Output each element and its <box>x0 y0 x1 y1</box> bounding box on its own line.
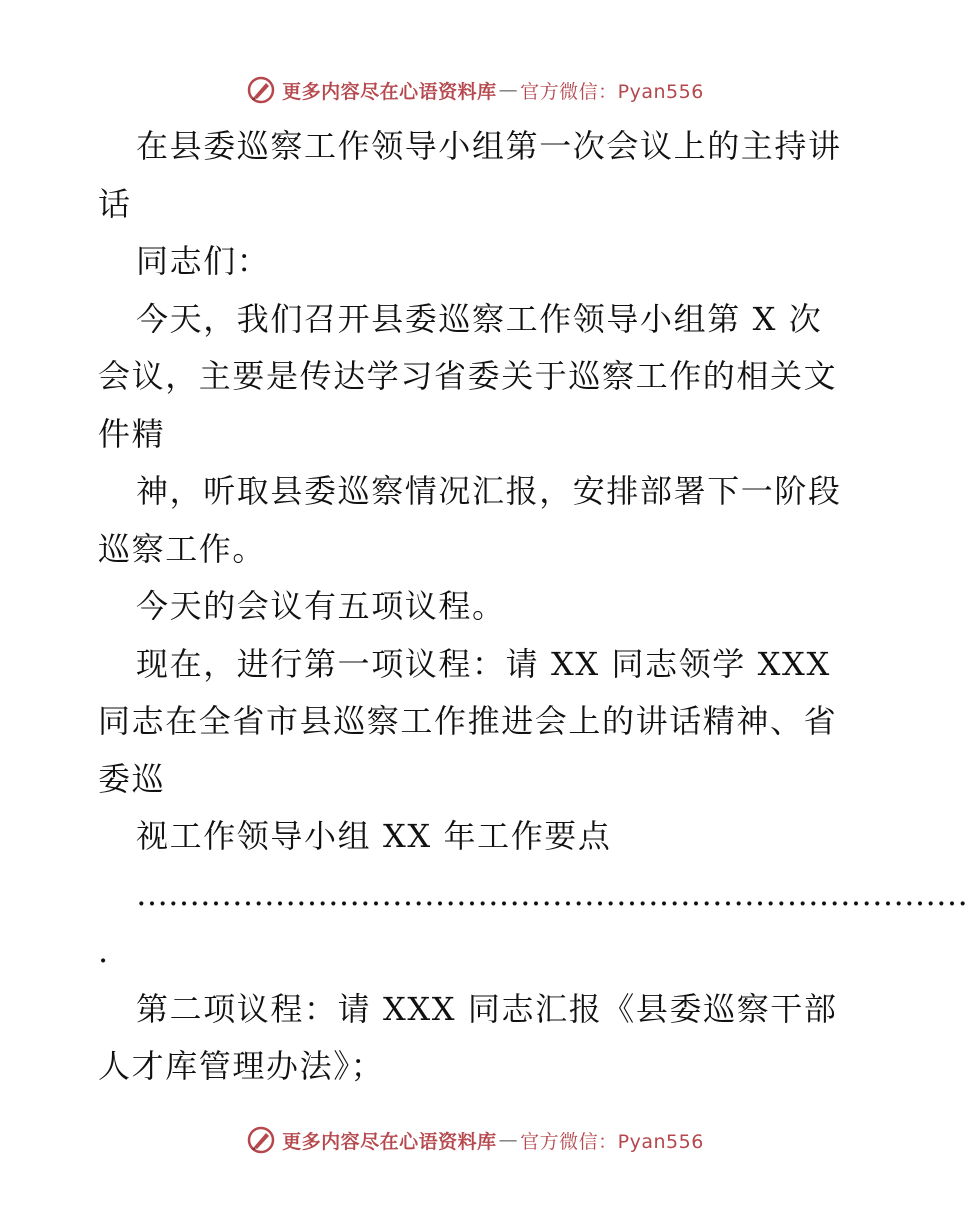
paragraph-line: 会议，主要是传达学习省委关于巡察工作的相关文 <box>98 357 838 395</box>
paragraph-line: 件精 <box>98 414 166 453</box>
period-line: . <box>98 932 110 970</box>
ellipsis-line: …………………………………………………………………… <box>136 874 968 913</box>
document-title-line: 在县委巡察工作领导小组第一次会议上的主持讲 <box>136 127 842 165</box>
watermark-dash: — <box>498 79 519 101</box>
watermark-main-text: 更多内容尽在心语资料库 <box>282 80 497 103</box>
document-body <box>98 118 968 1096</box>
watermark-wechat-text: 官方微信：Pyan556 <box>520 1130 704 1153</box>
paragraph-line: 同志在全省市县巡察工作推进会上的讲话精神、省 <box>98 702 838 740</box>
header-watermark <box>0 70 950 110</box>
watermark-main-text: 更多内容尽在心语资料库 <box>282 1130 497 1153</box>
paragraph-line: 今天，我们召开县委巡察工作领导小组第 X 次 <box>136 299 823 338</box>
document-title-line: 话 <box>98 184 132 223</box>
watermark-wechat-text: 官方微信：Pyan556 <box>520 80 704 103</box>
paragraph-line: 第二项议程：请 XXX 同志汇报《县委巡察干部 <box>136 989 838 1028</box>
watermark-dash: — <box>498 1129 519 1151</box>
footer-watermark <box>0 1120 950 1160</box>
paragraph-line: 今天的会议有五项议程。 <box>136 587 506 625</box>
pen-logo-icon <box>246 1125 276 1155</box>
paragraph-line: 巡察工作。 <box>98 529 267 568</box>
paragraph-line: 人才库管理办法》； <box>98 1047 385 1085</box>
paragraph-line: 委巡 <box>98 759 166 798</box>
paragraph-line: 视工作领导小组 XX 年工作要点 <box>136 817 612 855</box>
pen-logo-icon <box>246 75 276 105</box>
salutation: 同志们： <box>136 242 271 280</box>
paragraph-line: 现在，进行第一项议程：请 XX 同志领学 XXX <box>136 644 831 683</box>
paragraph-line: 神，听取县委巡察情况汇报，安排部署下一阶段 <box>136 472 842 510</box>
